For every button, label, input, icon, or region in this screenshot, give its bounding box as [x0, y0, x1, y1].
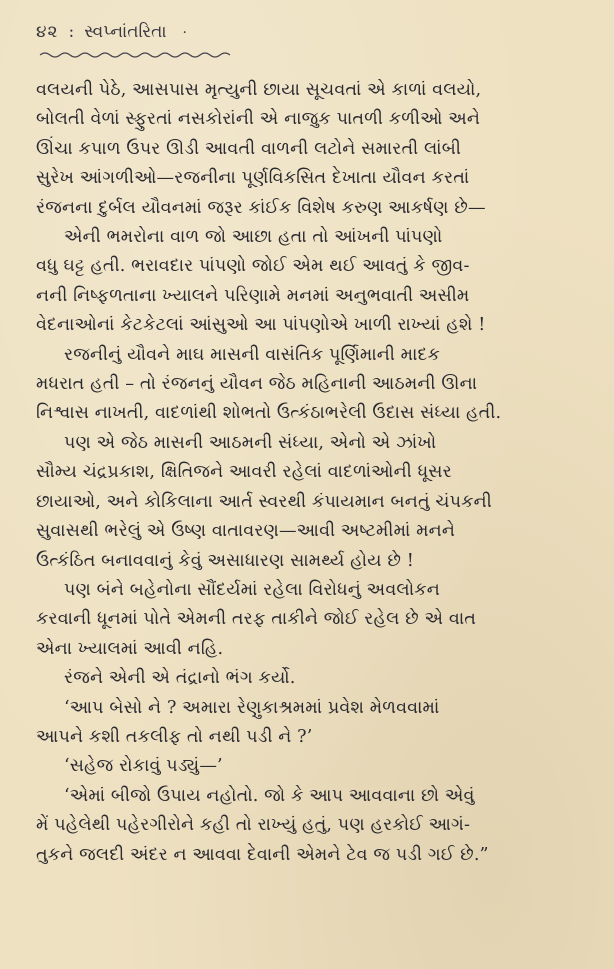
text-line: રંજને એની એ તંદ્રાનો ભંગ કર્યો. [64, 668, 296, 689]
text-line: તુકને જલદી અંદર ન આવવા દેવાની એમને ટેવ જ પડી ગઈ છે.” [36, 844, 489, 865]
chapter-title: સ્વપ્નાંતરિતા [84, 22, 167, 42]
text-line: ‘સહેજ રોકાવું પડ્યું—’ [64, 756, 223, 777]
text-line: ઉત્કંઠિત બનાવવાનું કેવું અસાધારણ સામર્થ્ય હોય છે ! [36, 550, 414, 571]
paragraph [36, 76, 576, 223]
paragraph [36, 576, 576, 664]
text-line: એની ભમરોના વાળ જો આછા હતા તો આંખની પાંપણો [64, 227, 443, 248]
paragraph [36, 664, 576, 693]
text-line: સૌમ્ય ચંદ્રપ્રકાશ, ક્ષિતિજને આવરી રહેલાં વાદળાંઓની ધૂસર [36, 462, 452, 483]
text-line: રજનીનું યૌવને માઘ માસની વાસંતિક પૂર્ણિમાની માદક [64, 344, 440, 365]
text-line: આપને કશી તકલીફ તો નથી પડી ને ?’ [36, 726, 313, 747]
page-number: ૪૨ [36, 22, 59, 42]
text-line: વધુ ઘટ્ટ હતી. ભરાવદાર પાંપણો જોઈ એમ થઈ આવતું કે જીવ- [36, 256, 470, 277]
text-line: એના ખ્યાલમાં આવી નહિ. [36, 638, 224, 659]
text-line: છાયાઓ, અને કોકિલાના આર્ત સ્વરથી કંપાયમાન બનતું ચંપકની [36, 491, 492, 512]
text-line: પણ એ જેઠ માસની આઠમની સંધ્યા, એનો એ ઝાંખો [64, 432, 437, 453]
header-separator: : [68, 22, 75, 42]
text-line: પણ બંને બહેનોના સૌંદર્યમાં રહેલા વિરોધનું અવલોકન [64, 579, 440, 600]
header-ornament-rule [38, 50, 238, 60]
text-line: નિશ્વાસ નાખતી, વાદળાંથી શોભતો ઉત્કંઠાભરેલી ઉદાસ સંધ્યા હતી. [36, 403, 502, 424]
text-line: મધરાત હતી – તો રંજનનું યૌવન જેઠ મહિનાની આઠમની ઊના [36, 374, 478, 395]
text-line: સુવાસથી ભરેલું એ ઉષ્ણ વાતાવરણ—આવી અષ્ટમીમાં મનને [36, 521, 456, 542]
text-line: ‘આપ બેસો ને ? અમારા રેણુકાશ્રમમાં પ્રવેશ મેળવવામાં [64, 697, 440, 718]
body-text [36, 76, 576, 870]
text-line: વેદનાઓનાં કેટકેટલાં આંસુઓ આ પાંપણોએ ખાળી રાખ્યાં હશે ! [36, 315, 486, 336]
text-line: ઊંચા કપાળ ઉપર ઊડી આવતી વાળની લટોને સમારતી લાંબી [36, 138, 461, 159]
text-line: બોલતી વેળાં સ્ફુરતાં નસકોરાંની એ નાજુક પાતળી કળીઓ અને [36, 109, 481, 130]
text-line: ‘એમાં બીજો ઉપાય નહોતો. જો કે આપ આવવાના છો એવું [64, 785, 475, 806]
text-line: નની નિષ્ફળતાના ખ્યાલને પરિણામે મનમાં અનુભવાતી અસીમ [36, 285, 470, 306]
header-mark: · [182, 25, 187, 41]
running-header [36, 22, 576, 48]
paragraph [36, 694, 576, 753]
text-line: રંજનના દુર્બલ યૌવનમાં જરૂર કાંઈક વિશેષ કરુણ આકર્ષણ છે— [36, 197, 486, 218]
paragraph [36, 782, 576, 870]
text-line: મેં પહેલેથી પહેરગીરોને કહી તો રાખ્યું હતું, પણ હરકોઈ આગં- [36, 815, 471, 836]
text-line: કરવાની ધૂનમાં પોતે એમની તરફ તાકીને જોઈ રહેલ છે એ વાત [36, 609, 477, 630]
text-line: વલયની પેઠે, આસપાસ મૃત્યુની છાયા સૂચવતાં એ કાળાં વલયો, [36, 80, 482, 100]
text-line: સુરેખ આંગળીઓ—રજનીના પૂર્ણવિકસિત દેખાતા યૌવન કરતાં [36, 168, 470, 189]
paragraph [36, 429, 576, 576]
paragraph [36, 341, 576, 429]
paragraph [36, 752, 576, 781]
paragraph [36, 223, 576, 341]
